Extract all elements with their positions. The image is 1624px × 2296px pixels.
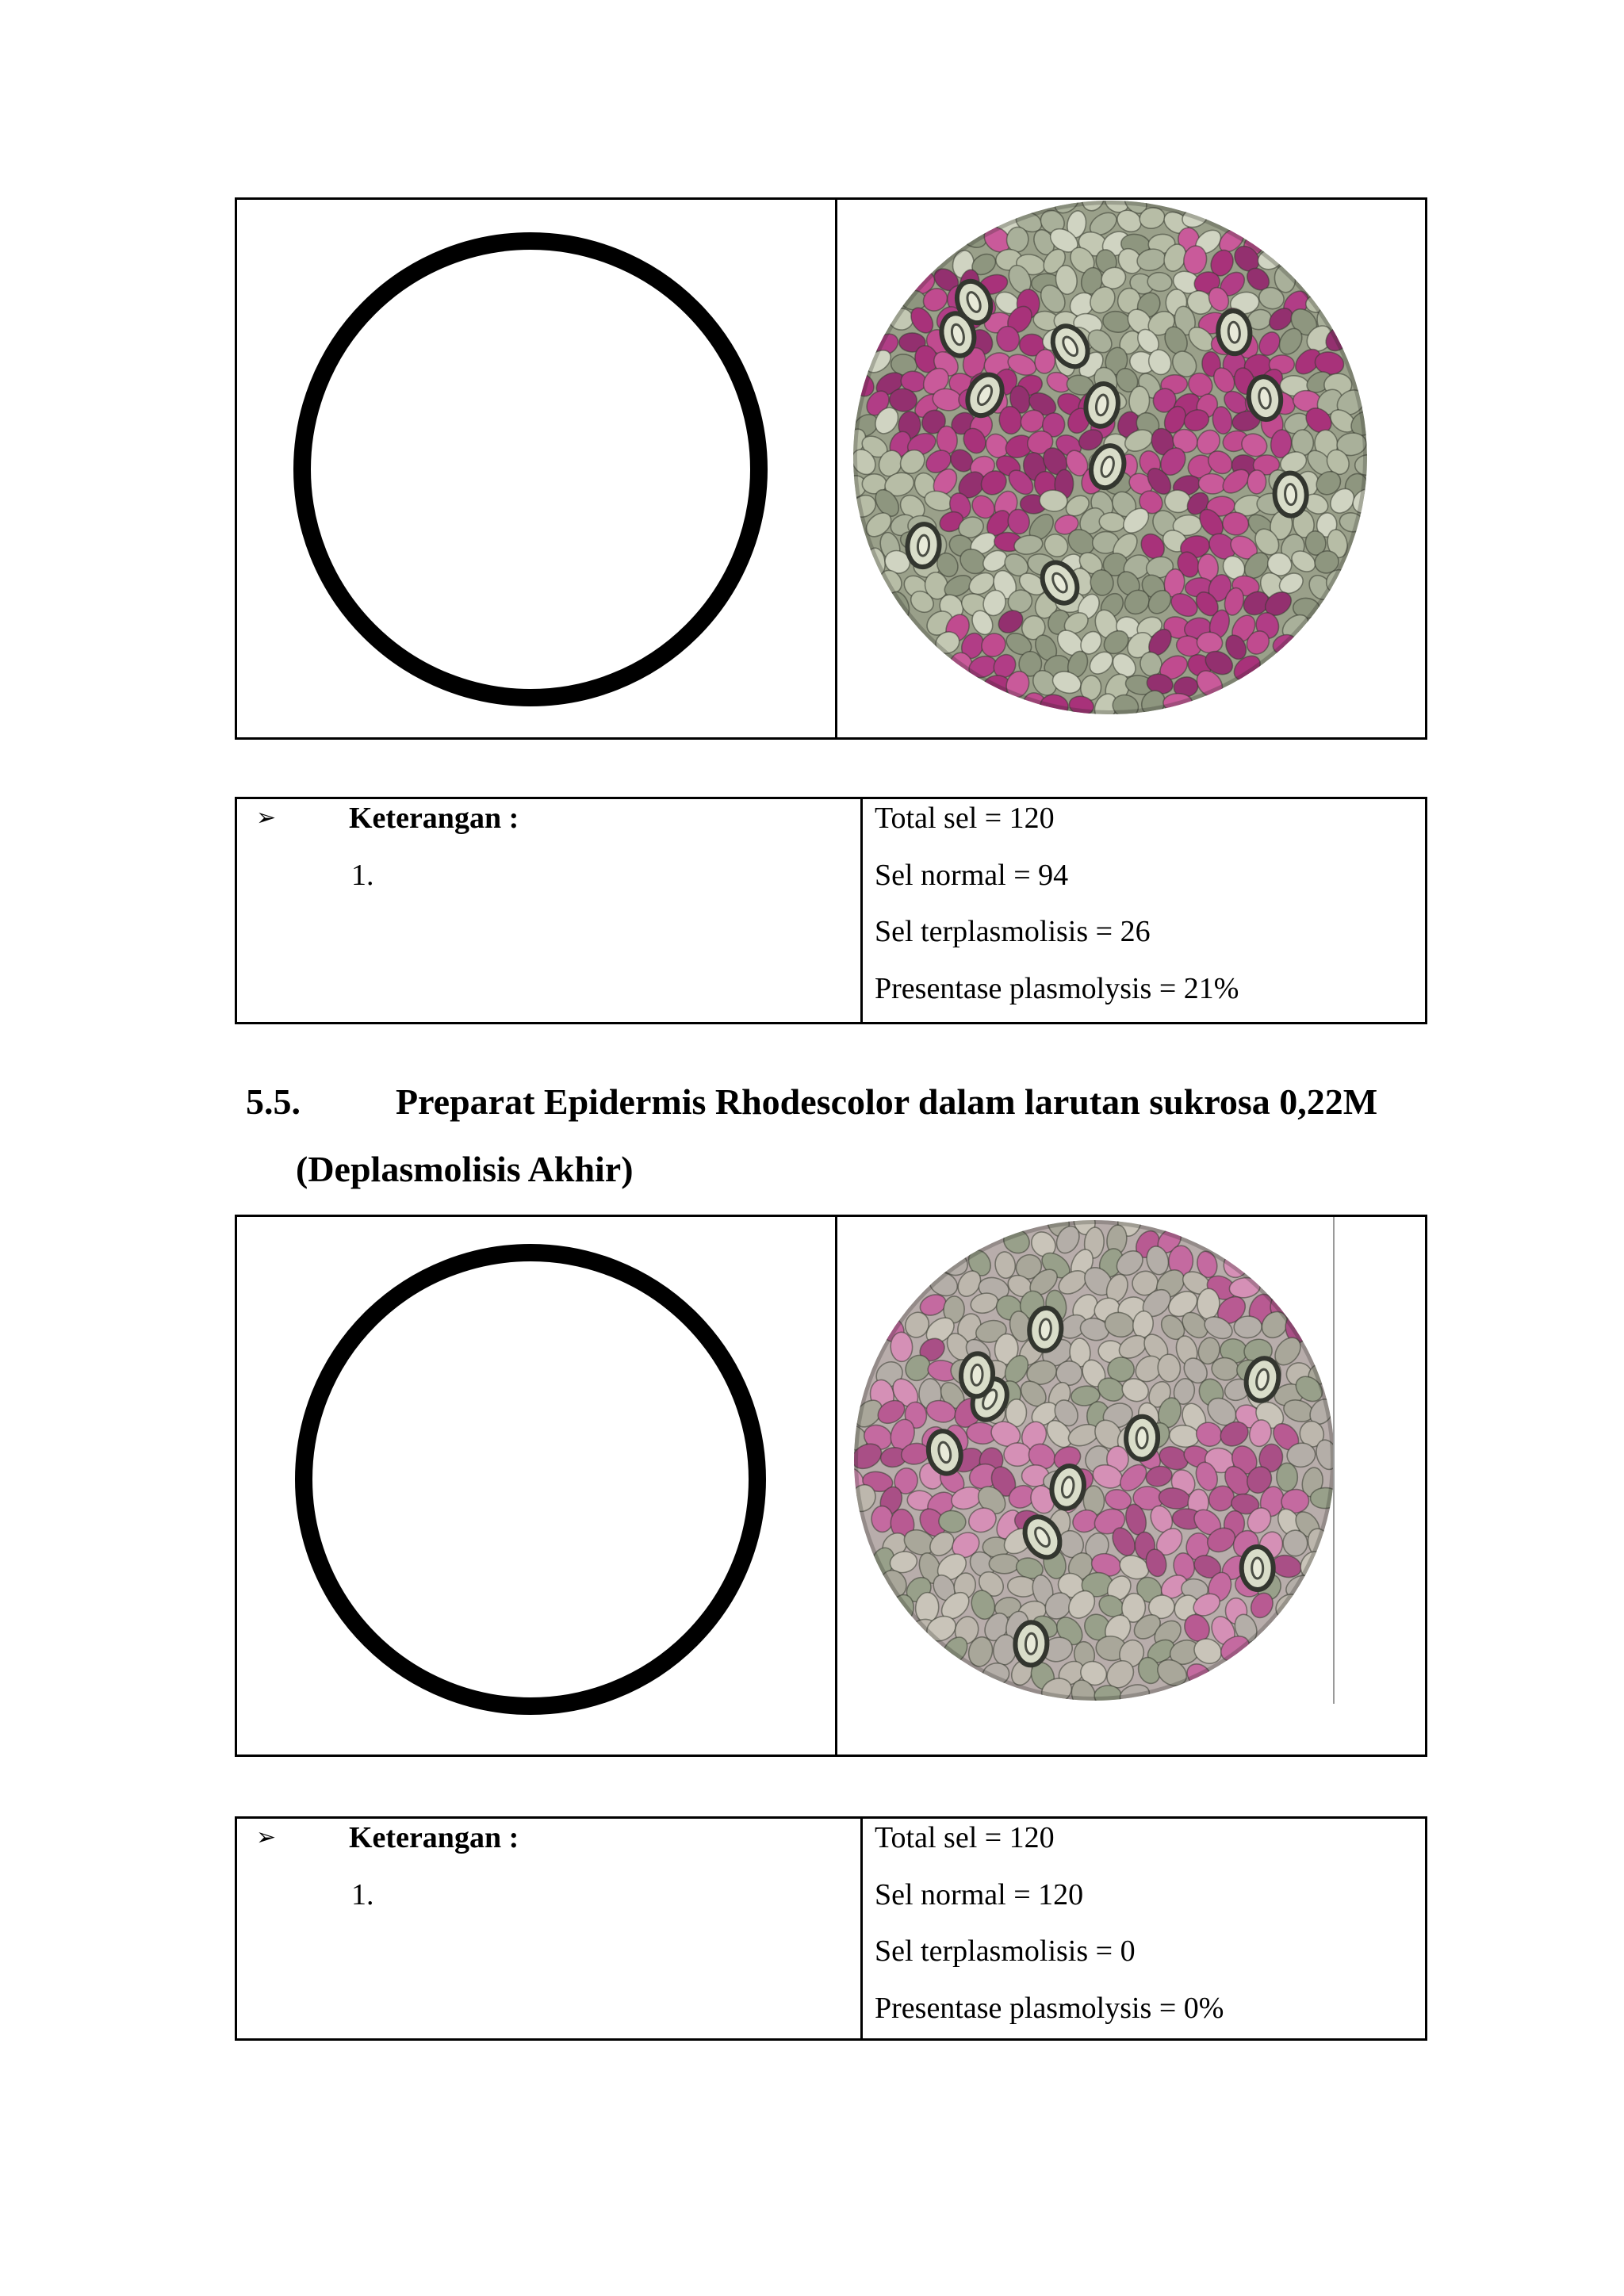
stat-normal-cells: Sel normal = 94 <box>875 859 1069 892</box>
epidermis-cell <box>1277 1463 1298 1491</box>
arrow-bullet-icon: ➢ <box>256 1823 277 1851</box>
keterangan-label: Keterangan : <box>349 1821 519 1854</box>
keterangan-item-number: 1. <box>351 859 374 892</box>
column-divider <box>835 1217 837 1755</box>
keterangan-table-2 <box>235 1816 1427 2041</box>
keterangan-item-number: 1. <box>351 1878 374 1911</box>
epidermis-cell <box>871 1506 894 1533</box>
stat-plasmolysed-cells: Sel terplasmolisis = 26 <box>875 915 1151 948</box>
stat-plasmolysed-cells: Sel terplasmolisis = 0 <box>875 1934 1136 1968</box>
stoma-pore <box>1228 322 1240 343</box>
column-divider <box>860 1819 863 2038</box>
stat-total-cells: Total sel = 120 <box>875 802 1055 835</box>
stoma-pore <box>1025 1633 1037 1654</box>
epidermis-cell <box>891 1332 914 1362</box>
stoma-pore <box>917 535 929 557</box>
stat-plasmolysis-percentage: Presentase plasmolysis = 0% <box>875 1992 1224 2025</box>
stoma-pore <box>1039 1318 1051 1340</box>
figure-table-1 <box>235 197 1427 740</box>
epidermis-cell <box>1004 1443 1031 1466</box>
stoma-pore <box>1251 1558 1262 1578</box>
section-number: 5.5. <box>246 1081 301 1122</box>
epidermis-cell <box>1197 1288 1220 1319</box>
stoma-pore <box>1285 484 1297 505</box>
epidermis-cell <box>989 1554 1019 1574</box>
drawing-circle <box>304 1253 757 1706</box>
drawing-circle <box>302 241 759 698</box>
stat-plasmolysis-percentage: Presentase plasmolysis = 21% <box>875 972 1239 1005</box>
epidermis-cell <box>1310 1487 1340 1509</box>
column-divider <box>835 200 837 737</box>
figure-table-2 <box>235 1215 1427 1757</box>
arrow-bullet-icon: ➢ <box>256 804 277 832</box>
section-subtitle: (Deplasmolisis Akhir) <box>296 1149 634 1189</box>
stat-total-cells: Total sel = 120 <box>875 1821 1055 1854</box>
epidermis-cell <box>1247 470 1266 495</box>
figure-1-graphics <box>237 200 1425 737</box>
stat-normal-cells: Sel normal = 120 <box>875 1878 1084 1911</box>
column-divider <box>860 799 863 1022</box>
keterangan-table-1 <box>235 797 1427 1024</box>
micrograph-image <box>837 200 1384 724</box>
figure-2-graphics <box>237 1217 1425 1755</box>
keterangan-label: Keterangan : <box>349 802 519 835</box>
stoma-pore <box>1136 1427 1148 1448</box>
stoma-pore <box>971 1364 983 1386</box>
micrograph-image <box>835 1217 1342 1713</box>
section-title: Preparat Epidermis Rhodescolor dalam larutan sukrosa 0,22M <box>396 1081 1378 1122</box>
